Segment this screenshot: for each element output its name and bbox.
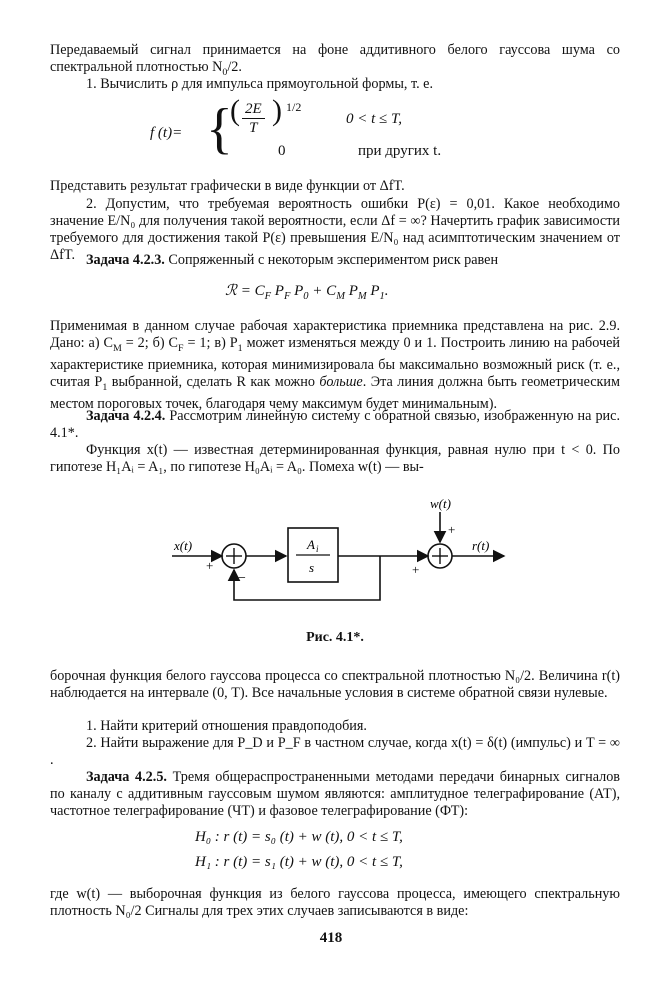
task-4-2-5 <box>50 769 620 820</box>
eq2-P: P <box>271 283 284 299</box>
noise-label: w(t) <box>430 496 451 511</box>
hypothesis-h1: H₁ : r (t) = s₁ (t) + w (t), 0 < t ≤ T, <box>195 854 403 870</box>
roc-a: Применимая в данном случае рабочая характеристика приемника представлена на рис. 2.9. Дано: а) C <box>50 318 620 351</box>
roc-e: выбранной, сделать R как можно <box>107 373 320 390</box>
task-4-2-5-label: Задача 4.2.5. <box>86 769 167 785</box>
task-4-2-3 <box>50 252 620 269</box>
task-4-2-4-label: Задача 4.2.4. <box>86 408 166 424</box>
eq2-P1: P <box>366 283 380 299</box>
output-label: r(t) <box>472 538 490 553</box>
eq2-dot: . <box>384 283 389 299</box>
item-1: 1. Вычислить ρ для импульса прямоугольной формы, т. е. <box>86 76 434 92</box>
eq2-sub-F2: F <box>283 291 291 302</box>
intro-tail: /2. <box>227 59 242 75</box>
sum1-minus-sign: − <box>238 571 246 586</box>
roc-d: может изменяться между 0 и 1. Построить линию на рабочей характеристике приемника, которая минимизировала бы максимально возможный риск (т. е., считая P <box>50 335 620 390</box>
equation-f-t <box>150 94 510 168</box>
eq2-sub-0: 0 <box>303 291 309 302</box>
after-figure-paragraph: борочная функция белого гауссова процесса со спектральной плотностью N₀/2. Величина r(t) наблюдается на интервале (0, T). Все начальные условия в системе обратной связи нулевые. <box>50 668 620 701</box>
eq2-R: ℛ <box>225 283 237 299</box>
eq2-sub-M2: M <box>357 291 367 302</box>
eq1-frac-den: T <box>249 120 258 136</box>
eq1-frac-num: 2E <box>242 100 265 119</box>
task-4-2-5-text: Тремя общераспространенными методами передачи бинарных сигналов по каналу с аддитивным гауссовым шумом являются: амплитудное телеграфирование (АТ), частотное телеграфирование (ЧТ) и фазовое телеграфирование (ФТ): <box>50 769 620 819</box>
task-4-2-3-label: Задача 4.2.3. <box>86 252 165 268</box>
eq1-zero: 0 <box>278 143 286 159</box>
block-denominator: s <box>309 560 315 575</box>
feedback-path <box>234 556 380 600</box>
feedback-diagram <box>170 492 510 610</box>
eq2-plus-C: + C <box>308 283 337 299</box>
eq2-C: = C <box>236 283 265 299</box>
task-4-2-4-text: Рассмотрим линейную систему с обратной связью, изображенную на рис. 4.1*. <box>50 408 620 441</box>
page-number: 418 <box>319 930 343 946</box>
roc-c-sub: 1 <box>237 342 243 354</box>
eq2-sub-1: 1 <box>379 291 385 302</box>
eq1-paren-close: ) <box>272 94 282 127</box>
eq2-P0: P <box>290 283 304 299</box>
eq1-fraction <box>242 100 265 137</box>
graph-instruction: Представить результат графически в виде функции от ΔfT. <box>50 178 405 194</box>
list-item-1: 1. Найти критерий отношения правдоподобия. <box>86 718 367 734</box>
eq1-lhs: f (t)= <box>150 125 183 141</box>
roc-paragraph <box>50 318 620 413</box>
roc-f: . Эта линия должна быть геометрическим местом пороговых точек, благодаря чему максимум будет минимальным). <box>50 373 621 412</box>
function-paragraph: Функция x(t) — известная детерминированная функция, равная нулю при t < 0. По гипотезе H₁Aᵢ = A₁, по гипотезе H₀Aᵢ = A₀. Помеха w(t) — вы- <box>50 442 620 475</box>
roc-b: = 2; б) C <box>121 335 179 351</box>
intro-text: Передаваемый сигнал принимается на фоне аддитивного белого гауссова шума со спектральной плотностью N <box>50 42 620 75</box>
sum2-plus-left: + <box>412 562 420 577</box>
intro-paragraph <box>50 42 620 81</box>
equation-risk <box>225 282 389 306</box>
eq1-power: 1/2 <box>286 100 302 114</box>
roc-a-sub: M <box>112 342 122 354</box>
final-paragraph: где w(t) — выборочная функция из белого гауссова процесса, имеющего спектральную плотность N₀/2 Сигналы для трех этих случаев записываются в виде: <box>50 886 620 919</box>
eq2-PM: P <box>344 283 358 299</box>
hypothesis-h0: H₀ : r (t) = s₀ (t) + w (t), 0 < t ≤ T, <box>195 829 403 845</box>
item-2: 2. Допустим, что требуемая вероятность ошибки P(ε) = 0,01. Какое необходимо значение E/N₀ для получения такой вероятности, если Δf = ∞? Начертить график зависимости требуемого для достижения такой P(ε) превышения E/N₀ над асимптотическим значением от ΔfT. <box>50 196 620 263</box>
input-label: x(t) <box>174 538 193 553</box>
task-4-2-3-text: Сопряженный с некоторым экспериментом риск равен <box>164 252 499 268</box>
eq2-sub-M: M <box>336 291 345 302</box>
task-4-2-4 <box>50 408 620 442</box>
block-numerator: A <box>307 537 315 552</box>
block-numerator-sub: i <box>316 544 319 554</box>
list-item-2: 2. Найти выражение для P_D и P_F в частном случае, когда x(t) = δ(t) (импульс) и T = ∞ . <box>50 735 620 768</box>
intro-sub: 0 <box>222 66 228 78</box>
eq1-condition-2: при других t. <box>358 143 442 159</box>
eq1-brace: { <box>206 98 233 160</box>
eq1-condition-1: 0 < t ≤ T, <box>346 111 403 127</box>
eq1-paren-open: ( <box>230 94 240 127</box>
roc-d-sub: 1 <box>102 381 108 393</box>
roc-b-sub: F <box>178 342 184 354</box>
roc-c: = 1; в) P <box>183 335 238 351</box>
figure-caption: Рис. 4.1*. <box>306 630 364 645</box>
roc-e-italic: больше <box>319 373 363 390</box>
sum2-plus-top: + <box>448 522 456 537</box>
sum1-plus-sign: + <box>206 558 214 573</box>
eq2-sub-F: F <box>264 291 272 302</box>
